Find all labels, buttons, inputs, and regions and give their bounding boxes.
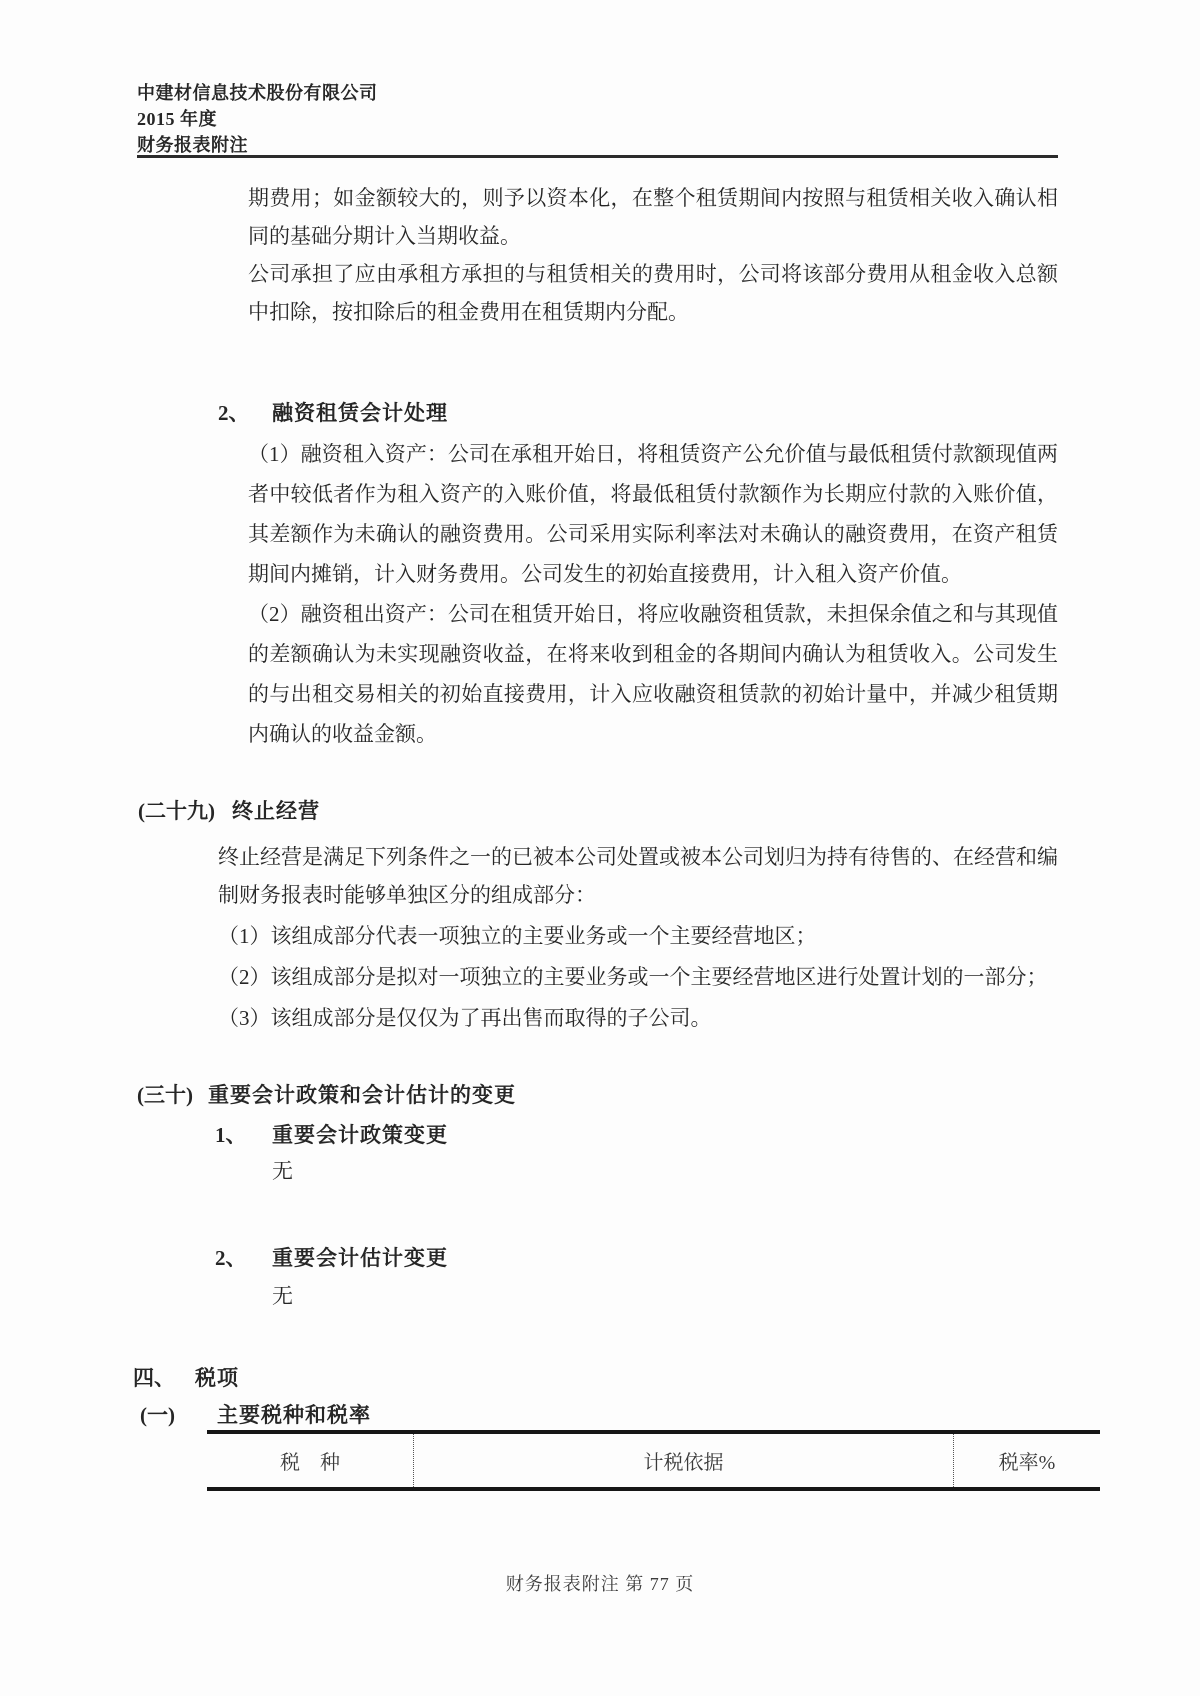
discontinued-item: （1）该组成部分代表一项独立的主要业务或一个主要经营地区； (218, 924, 817, 948)
lease-continuation-para-2: 公司承担了应由承租方承担的与租赁相关的费用时，公司将该部分费用从租金收入总额中扣除，按扣除后的租金费用在租赁期内分配。 (248, 262, 1058, 324)
policy-change-content: 无 (272, 1159, 293, 1183)
discontinued-title: 终止经营 (232, 800, 320, 823)
changes-heading (137, 1081, 516, 1110)
finance-lease-number: 2、 (218, 401, 250, 425)
report-period: 2015 年度 (137, 109, 217, 129)
doc-title: 财务报表附注 (137, 135, 248, 155)
company-name: 中建材信息技术股份有限公司 (137, 83, 378, 103)
discontinued-item: （3）该组成部分是仅仅为了再出售而取得的子公司。 (218, 1006, 712, 1030)
page-footer: 财务报表附注 第 77 页 (505, 1574, 695, 1594)
policy-change-number: 1、 (215, 1123, 247, 1147)
finance-lease-para-1: （1）融资租入资产：公司在承租开始日，将租赁资产公允价值与最低租赁付款额现值两者中较低者作为租入资产的入账价值，将最低租赁付款额作为长期应付款的入账价值，其差额作为未确认的融资费用。公司采用实际利率法对未确认的融资费用，在资产租赁期间内摊销，计入财务费用。公司发生的初始直接费用，计入租入资产价值。 (248, 442, 1058, 586)
changes-number: (三十) (137, 1083, 193, 1107)
finance-lease-paragraphs (248, 434, 1058, 754)
tax-basis-header-cell: 计税依据 (413, 1434, 953, 1487)
changes-title: 重要会计政策和会计估计的变更 (208, 1084, 516, 1107)
estimate-change-heading (215, 1244, 448, 1273)
page-header (137, 80, 1058, 158)
finance-lease-heading (218, 399, 448, 428)
tax-section-title: 税项 (195, 1367, 239, 1390)
discontinued-item: （2）该组成部分是拟对一项独立的主要业务或一个主要经营地区进行处置计划的一部分； (218, 965, 1048, 989)
discontinued-intro: 终止经营是满足下列条件之一的已被本公司处置或被本公司划归为持有待售的、在经营和编制财务报表时能够单独区分的组成部分： (218, 845, 1058, 907)
header-rule (137, 155, 1058, 158)
estimate-change-title: 重要会计估计变更 (272, 1247, 448, 1270)
tax-rate-header-cell: 税率% (953, 1434, 1100, 1487)
tax-table-header-row (207, 1434, 1100, 1487)
lease-continuation-para-1: 期费用；如金额较大的，则予以资本化，在整个租赁期间内按照与租赁相关收入确认相同的基础分期计入当期收益。 (248, 186, 1058, 248)
tax-section-heading (133, 1364, 239, 1393)
tax-sub-heading (140, 1401, 371, 1430)
tax-table (207, 1430, 1100, 1491)
lease-continuation-paragraphs (248, 179, 1058, 331)
tax-section-number: 四、 (133, 1366, 175, 1390)
tax-sub-number: (一) (140, 1403, 175, 1427)
tax-type-header-cell: 税 种 (280, 1452, 340, 1474)
finance-lease-title: 融资租赁会计处理 (272, 402, 448, 425)
estimate-change-number: 2、 (215, 1246, 247, 1270)
finance-lease-para-2: （2）融资租出资产：公司在租赁开始日，将应收融资租赁款，未担保余值之和与其现值的差额确认为未实现融资收益，在将来收到租金的各期间内确认为租赁收入。公司发生的与出租交易相关的初始直接费用，计入应收融资租赁款的初始计量中，并减少租赁期内确认的收益金额。 (248, 602, 1058, 746)
policy-change-heading (215, 1121, 448, 1150)
estimate-change-content: 无 (272, 1284, 293, 1308)
discontinued-items (218, 916, 1058, 1039)
discontinued-number: (二十九) (138, 799, 215, 823)
policy-change-title: 重要会计政策变更 (272, 1124, 448, 1147)
discontinued-heading (138, 797, 320, 826)
tax-sub-title: 主要税种和税率 (217, 1404, 371, 1427)
